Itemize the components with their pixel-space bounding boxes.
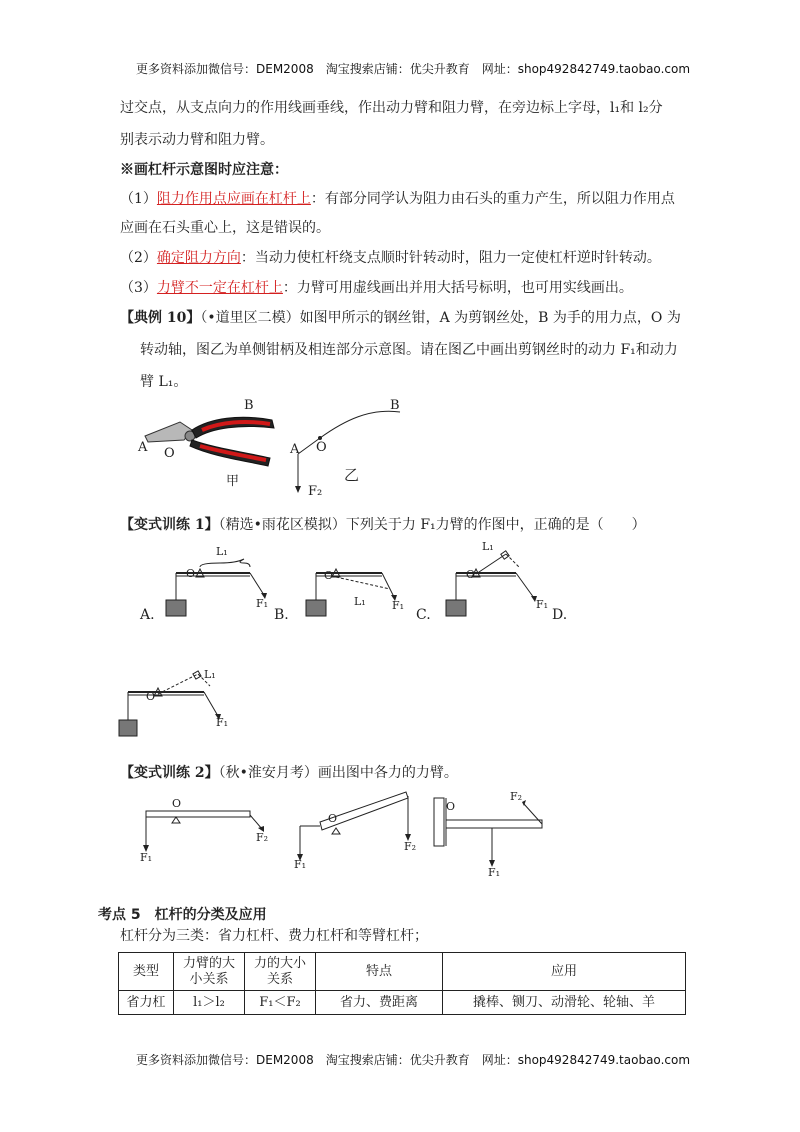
- page-header: 更多资料添加微信号：DEM2008 淘宝搜索店铺：优尖升教育 网址：shop492842749.taobao.com: [136, 62, 691, 76]
- sketch-label-a: A: [290, 442, 300, 457]
- fig1-label-f2: F₂: [256, 831, 269, 844]
- lever-figure-1: [138, 795, 278, 875]
- table-header-cell: 应用: [443, 953, 686, 991]
- option-a-figure: [140, 545, 280, 625]
- variant-1-line: [120, 515, 646, 535]
- table-row: [119, 991, 686, 1015]
- pliers-label-a: A: [138, 440, 148, 455]
- note-2: [120, 248, 661, 268]
- intro-line-1: 过交点，从支点向力的作用线画垂线，作出动力臂和阻力臂，在旁边标上字母，l₁和 l₂分: [120, 100, 663, 116]
- variant-1-tag: 【变式训练 1】: [120, 517, 219, 533]
- option-c-o: O: [466, 568, 476, 581]
- table-cell: F₁＜F₂: [245, 991, 316, 1015]
- option-a-o: O: [186, 567, 196, 580]
- fig1-label-f1: F₁: [140, 851, 153, 864]
- note-1-line-2: 应画在石头重心上，这是错误的。: [120, 220, 330, 236]
- variant-1-text: （精选•雨花区模拟）下列关于力 F₁力臂的作图中，正确的是（ ）: [218, 517, 646, 533]
- note-3: [120, 278, 633, 298]
- table-header-row: [119, 953, 686, 991]
- table-header-cell: 类型: [119, 953, 174, 991]
- intro-line-2: 别表示动力臂和阻力臂。: [120, 132, 274, 148]
- option-b-drawing: [282, 545, 412, 625]
- example-10-line-2: 转动轴，图乙为单侧钳柄及相连部分示意图。请在图乙中画出剪钢丝时的动力 F₁和动力: [140, 342, 678, 358]
- option-b-figure: [282, 545, 412, 625]
- option-a-drawing: [140, 545, 280, 625]
- note-3-prefix: （3）: [120, 280, 157, 296]
- option-b-l1: L₁: [354, 595, 366, 608]
- pliers-drawing: [140, 400, 280, 480]
- variant-2-text: （秋•淮安月考）画出图中各力的力臂。: [218, 765, 458, 781]
- note-3-highlight: 力臂不一定在杠杆上: [156, 280, 283, 296]
- figure-jia-caption: 甲: [226, 474, 240, 489]
- option-a-f1: F₁: [256, 597, 269, 610]
- option-d-letter: D.: [552, 607, 568, 623]
- lever-figure-3: [430, 788, 550, 880]
- option-a-letter: A.: [140, 607, 155, 623]
- table-cell: l₁＞l₂: [174, 991, 245, 1015]
- option-b-o: O: [324, 569, 334, 582]
- note-1: [120, 189, 675, 209]
- fig3-label-f1: F₁: [488, 866, 501, 879]
- lever-figure-2: [290, 790, 420, 880]
- option-c-l1: L₁: [482, 540, 494, 553]
- note-1-text: ：有部分同学认为阻力由石头的重力产生，所以阻力作用点: [310, 191, 675, 207]
- page-footer: 更多资料添加微信号：DEM2008 淘宝搜索店铺：优尖升教育 网址：shop492842749.taobao.com: [136, 1053, 691, 1067]
- option-c-f1: F₁: [536, 598, 549, 611]
- variant-2-line: [120, 763, 458, 783]
- table-header-cell: 特点: [316, 953, 443, 991]
- fig3-label-f2: F₂: [510, 790, 523, 803]
- note-2-text: ：当动力使杠杆绕支点顺时针转动时，阻力一定使杠杆逆时针转动。: [240, 250, 661, 266]
- fig2-label-f2: F₂: [404, 840, 417, 853]
- section-5-intro: 杠杆分为三类：省力杠杆、费力杠杆和等臂杠杆；: [120, 928, 428, 944]
- option-a-l1: L₁: [216, 545, 228, 558]
- table-cell: 撬棒、铡刀、动滑轮、轮轴、羊: [443, 991, 686, 1015]
- fig1-label-o: O: [172, 797, 182, 810]
- section-5-title: 考点 5 杠杆的分类及应用: [98, 907, 267, 923]
- table-header-cell: 力臂的大 小关系: [174, 953, 245, 991]
- table-cell: 省力、费距离: [316, 991, 443, 1015]
- figure-yi-caption: 乙: [344, 466, 360, 484]
- table-cell: 省力杠: [119, 991, 174, 1015]
- pliers-figure: [140, 400, 280, 480]
- example-10-tag: 【典例 10】: [120, 310, 201, 326]
- sketch-label-b: B: [390, 398, 400, 413]
- option-d-l1: L₁: [204, 668, 216, 681]
- option-d-f1: F₁: [216, 716, 229, 729]
- option-d-o: O: [146, 690, 156, 703]
- option-c-figure: [420, 540, 550, 625]
- variant-2-tag: 【变式训练 2】: [120, 765, 219, 781]
- example-10-line-3: 臂 L₁。: [140, 374, 188, 390]
- option-c-letter: C.: [416, 607, 431, 623]
- sketch-label-f2: F₂: [308, 484, 323, 499]
- example-10-text: （•道里区二模）如图甲所示的钢丝钳，A 为剪钢丝处，B 为手的用力点，O 为: [200, 310, 681, 326]
- option-d-figure: [118, 660, 248, 740]
- note-2-highlight: 确定阻力方向: [156, 250, 241, 266]
- example-10-line-1: [120, 308, 681, 328]
- note-1-highlight: 阻力作用点应画在杠杆上: [156, 191, 311, 207]
- notes-title: ※画杠杆示意图时应注意：: [120, 162, 288, 178]
- lever-figure-2-drawing: [290, 790, 420, 880]
- note-1-prefix: （1）: [120, 191, 157, 207]
- option-b-f1: F₁: [392, 599, 405, 612]
- sketch-label-o: O: [316, 440, 327, 455]
- table-header-cell: 力的大小 关系: [245, 953, 316, 991]
- fig3-label-o: O: [446, 800, 456, 813]
- option-d-drawing: [118, 660, 248, 740]
- note-3-text: ：力臂可用虚线画出并用大括号标明，也可用实线画出。: [282, 280, 633, 296]
- pliers-label-o: O: [164, 446, 175, 461]
- option-b-letter: B.: [274, 607, 289, 623]
- lever-classification-table: [118, 952, 686, 1015]
- fig2-label-o: O: [328, 812, 338, 825]
- pliers-label-b: B: [244, 398, 254, 413]
- fig2-label-f1: F₁: [294, 858, 307, 871]
- note-2-prefix: （2）: [120, 250, 157, 266]
